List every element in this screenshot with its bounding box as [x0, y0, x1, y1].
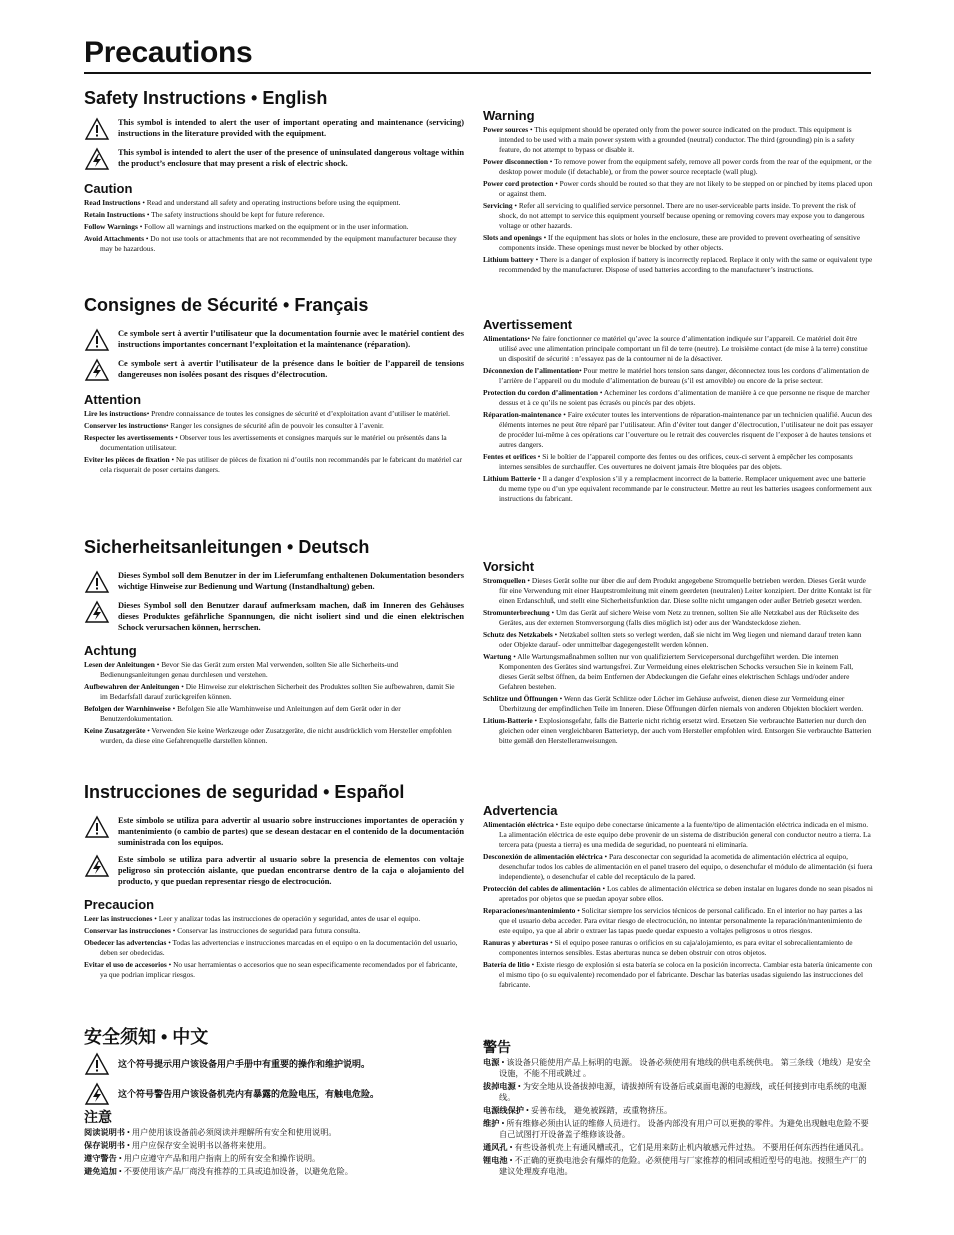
- french-heading: Consignes de Sécurité • Français: [84, 295, 369, 315]
- german-symbol-shock: [84, 600, 464, 633]
- french-symbol1-text: Ce symbole sert à avertir l’utilisateur que la documentation fournie avec le matériel contient des instructions importantes concernant l’exploitation et la maintenance (réparation).: [118, 329, 464, 349]
- list-item: Befolgen der Warnhinweise • Befolgen Sie alle Warnhinweise und Anleitungen auf dem Gerät oder in der Benutzerdokumentation.: [84, 704, 401, 723]
- list-item: Wartung • Alle Wartungsmaßnahmen sollten nur von qualifiziertem Servicepersonal durchgeführt werden. Die internen Komponenten des Gerätes sind wartungsfrei. Zur Vermeidung eines elektrischen Schocks versuchen Sie in keinem Fall, dieses Gerät selbst öffnen, da beim Entfernen der Abdeckungen die Gefahr eines elektrischen Schlags und/oder andere Gefahren bestehen.: [483, 652, 854, 691]
- list-item: Respecter les avertissements • Observer tous les avertissements et consignes marqués sur le matériel ou présentés dans la documentation utilisateur.: [84, 433, 447, 452]
- list-item: Fentes et orifices • Si le boîtier de l’appareil comporte des fentes ou des orifices, ceux-ci servent à empêcher les composants internes sensibles de surchauffer. Ces ouvertures ne doivent jamais être bloquées par des objets.: [483, 452, 853, 471]
- caution-triangle-icon: [84, 328, 110, 352]
- notes-list: [84, 1127, 464, 1177]
- list-item: 维护 • 所有维修必须由认证的维修人员进行。 设备内部没有用户可以更换的零件。为避免出现触电危险不要自己试图打开设备盖子维修该设备。: [483, 1119, 869, 1139]
- list-item: Evitar el uso de accesorios • No usar herramientas o accesorios que no sean especificamente recomendados por el fabricante, ya que podrian implicar riesgos.: [84, 960, 458, 979]
- caution-triangle-icon: [84, 570, 110, 594]
- list-item: Leer las instrucciones • Leer y analizar todas las instrucciones de operación y seguridad, antes de usar el equipo.: [84, 914, 421, 923]
- page-title: Precautions: [84, 36, 253, 69]
- caution-list: [84, 198, 464, 254]
- caution-heading: Caution: [84, 181, 133, 196]
- list-item: Stromunterbrechung • Um das Gerät auf sichere Weise vom Netz zu trennen, sollten Sie alle Netzkabel aus der Rückseite des Gerätes, aus der externen Stomversorgung (falls dies möglich ist) oder aus der Wandsteckdose ziehen.: [483, 608, 859, 627]
- french-symbol2-text: Ce symbole sert à avertir l’utilisateur de la présence dans le boîtier de l’appareil de tensions dangereuses non isolées posant des risques d’électrocution.: [118, 359, 464, 379]
- electric-shock-icon: [84, 600, 110, 624]
- section-warning-english: [483, 102, 873, 275]
- list-item: Eviter les pièces de fixation • Ne pas utiliser de pièces de fixation ni d’outils non recommandés par le fabricant du matériel car cela risquerait de poser certains dangers.: [84, 455, 463, 474]
- section-chinese: [84, 1026, 464, 1177]
- english-symbol-caution: [84, 117, 464, 141]
- list-item: Power sources • This equipment should be operated only from the power source indicated on the product. This equipment is intended to be used with a main power system with a grounded (neutral) conductor. The third (grounding) pin is a safety feature, do not attempt to bypass or disable it.: [483, 125, 855, 154]
- precaucion-list: [84, 914, 464, 980]
- spanish-symbol-caution: [84, 815, 464, 848]
- spanish-symbol1-text: Este símbolo se utiliza para advertir al usuario sobre instrucciones importantes de operación y mantenimiento (o cambio de partes) que se desean destacar en el contenido de la documentación suministrada con los equipos.: [118, 816, 464, 847]
- avertissement-list: [483, 334, 873, 504]
- caution-triangle-icon: [84, 1052, 110, 1076]
- warning-heading: Warning: [483, 108, 535, 123]
- list-item: Protection du cordon d’alimentation • Acheminer les cordons d’alimentation de manière à ce que personne ne risque de marcher dessus et à ce qu’ils ne soient pas écrasés ou pincés par des objets.: [483, 388, 870, 407]
- list-item: Power disconnection • To remove power from the equipment safely, remove all power cords from the rear of the equipment, or the desktop power module (if detachable), or from the power source receptacle (wall plug).: [483, 157, 872, 176]
- caution-triangle-icon: [84, 117, 110, 141]
- electric-shock-icon: [84, 854, 110, 878]
- vorsicht-heading: Vorsicht: [483, 559, 535, 574]
- chinese-warning-heading: 警告: [483, 1039, 511, 1055]
- list-item: Servicing • Refer all servicing to qualified service personnel. There are no user-serviceable parts inside. To prevent the risk of shock, do not attempt to service this equipment yourself because opening or removing covers may expose you to dangerous voltage or other hazards.: [483, 201, 865, 230]
- electric-shock-icon: [84, 358, 110, 382]
- list-item: 拔掉电源 • 为安全地从设备拔掉电源，请拔掉所有设备后或桌面电源的电源线，或任何接到市电系统的电源线。: [483, 1082, 867, 1102]
- list-item: 电源 • 该设备只能使用产品上标明的电源。 设备必须使用有地线的供电系统供电。 第三条线（地线）是安全设施，不能不用或跳过 。: [483, 1058, 871, 1078]
- list-item: Litium-Batterie • Explosionsgefahr, falls die Batterie nicht richtig ersetzt wird. Ersetzen Sie verbrauchte Batterien nur durch den gleichen oder einen vergleichbaren Batterietyp, der auch vom Hersteller empfohlen wird. Entsorgen Sie verbrauchte Batterien bitte gemäß den Herstelleranweisungen.: [483, 716, 872, 745]
- electric-shock-icon: [84, 1082, 110, 1106]
- list-item: Lithium Batterie • Il a danger d’explosion s’il y a remplacment incorrect de la batterie. Remplacer uniquement avec une batterie du meme type ou d’un ype equivalent recommande par le constructeur. Mettre au reut les batteries usagees conformement aux instructions du fabricant.: [483, 474, 872, 503]
- achtung-heading: Achtung: [84, 643, 137, 658]
- list-item: Conserver les instructions• Ranger les consignes de sécurité afin de pouvoir les consulter à l’avenir.: [84, 421, 384, 430]
- attention-list: [84, 409, 464, 475]
- spanish-heading: Instrucciones de seguridad • Español: [84, 782, 405, 802]
- list-item: Ranuras y aberturas • Si el equipo posee ranuras o orificios en su caja/alojamiento, es para evitar el sobrecalientamiento de componentes internos sensibles. Estas aberturas nunca se deben obstruir con otros objetos.: [483, 938, 853, 957]
- list-item: Keine Zusatzgeräte • Verwenden Sie keine Werkzeuge oder Zusatzgeräte, die nicht ausdrücklich vom Hersteller empfohlen wurden, da diese eine Gefahrenquelle darstellen können.: [84, 726, 452, 745]
- english-symbol2-text: This symbol is intended to alert the user of the presence of uninsulated dangerous voltage within the product’s enclosure that may present a risk of electric shock.: [118, 148, 464, 168]
- advertencia-list: [483, 820, 873, 990]
- english-heading: Safety Instructions • English: [84, 88, 328, 108]
- list-item: 避免追加 • 不要使用该产品厂商没有推荐的工具或追加设备，以避免危险。: [84, 1167, 353, 1176]
- list-item: 锂电池 • 不正确的更换电池会有爆炸的危险。必须使用与厂家推荐的相同或相近型号的电池。按照生产厂的建议处理废弃电池。: [483, 1156, 867, 1176]
- attention-heading: Attention: [84, 392, 142, 407]
- list-item: 保存说明书 • 用户应保存安全说明书以备将来使用。: [84, 1141, 272, 1150]
- list-item: Lithium battery • There is a danger of explosion if battery is incorrectly replaced. Replace it only with the same or equivalent type recommended by the manufacturer. Dispose of used batteries according to the manufacturer’s instructions.: [483, 255, 873, 274]
- list-item: Slots and openings • If the equipment has slots or holes in the enclosure, these are provided to prevent overheating of sensitive components inside. These openings must never be blocked by other objects.: [483, 233, 860, 252]
- list-item: Alimentations• Ne faire fonctionner ce matériel qu’avec la source d’alimentation indiquée sur l’appareil. Ce matériel doit être utilisé avec une alimentation principale comportant un fil de terre (neutre). Le troisième contact (de mise à la terre) constitue un dispositif de sécurité : n’essayez pas de la contourner ni de la désactiver.: [483, 334, 868, 363]
- list-item: Lesen der Anleitungen • Bevor Sie das Gerät zum ersten Mal verwenden, sollten Sie alle Sicherheits-und Bedienungsanleitungen genau durchlesen und verstehen.: [84, 660, 399, 679]
- german-heading: Sicherheitsanleitungen • Deutsch: [84, 537, 370, 557]
- list-item: Schutz des Netzkabels • Netzkabel sollten stets so verlegt werden, daß sie nicht im Weg liegen und niemand darauf treten kann oder Objekte darauf- oder unmittelbar dagegengestellt werden können.: [483, 630, 862, 649]
- warning-list: [483, 125, 873, 275]
- list-item: Conservar las instrucciones • Conservar las instrucciones de seguridad para futura consulta.: [84, 926, 361, 935]
- chinese-symbol2-text: 这个符号警告用户该设备机壳内有暴露的危险电压，有触电危险。: [118, 1088, 380, 1099]
- english-symbol1-text: This symbol is intended to alert the user of important operating and maintenance (servicing) instructions in the literature provided with the equipment.: [118, 118, 464, 138]
- list-item: Avoid Attachments • Do not use tools or attachments that are not recommended by the equipment manufacturer because they may be hazardous.: [84, 234, 457, 253]
- electric-shock-icon: [84, 147, 110, 171]
- chinese-heading: 安全须知 • 中文: [84, 1027, 209, 1047]
- french-symbol-shock: [84, 358, 464, 382]
- german-symbol2-text: Dieses Symbol soll den Benutzer darauf aufmerksam machen, daß im Inneren des Gehäuses dieses Produktes gefährliche Spannungen, die nicht isoliert sind und die einen elektrischen Schock verursachen können, herrschen.: [118, 601, 464, 632]
- list-item: Stromquellen • Dieses Gerät sollte nur über die auf dem Produkt angegebene Stromquelle betrieben werden. Dieses Gerät wurde für eine Verwendung mit einer Hauptstromleitung mit einem geerdeten (neutralen) Leiter konzipiert. Der dritte Kontakt ist für einen Erdanschluß, und stellt eine Sicherheitsfunktion dar. Diese sollte nicht umgangen oder außer Betrieb gesetzt werden.: [483, 576, 872, 605]
- list-item: Batería de litio • Existe riesgo de explosión si esta batería se coloca en la posición incorrecta. Cambiar esta batería únicamente con el mismo tipo (o su equivalente) recomendado por el fabricante. Deschar las baterías usadas siguiendo las instrucciones del fabricante.: [483, 960, 873, 989]
- section-warning-chinese: [483, 1034, 873, 1177]
- list-item: 通风孔 • 有些设备机壳上有通风槽或孔，它们是用来防止机内敏感元件过热。 不要用任何东西挡住通风孔。: [483, 1143, 869, 1152]
- section-german: [84, 536, 464, 746]
- spanish-symbol2-text: Este símbolo se utiliza para advertir al usuario sobre la presencia de elementos con voltaje peligroso sin protección aislante, que puedan encontrarse dentro de la caja o alojamiento del producto, y que puedan representar riesgo de electrocución.: [118, 855, 464, 886]
- german-symbol1-text: Dieses Symbol soll dem Benutzer in der im Lieferumfang enthaltenen Dokumentation besonders wichtige Hinweise zur Bedienung und Wartung (Instandhaltung) geben.: [118, 571, 464, 591]
- english-symbol-shock: [84, 147, 464, 171]
- list-item: Obedecer las advertencias • Todas las advertencias e instrucciones marcadas en el equipo o en la documentación del usuario, deben ser obedecidas.: [84, 938, 458, 957]
- list-item: Protección del cables de alimentación • Los cables de alimentación eléctrica se deben instalar en lugares donde no sean pisados ni apretados por objetos que se puedan apoyar sobre ellos.: [483, 884, 873, 903]
- title-rule: [84, 72, 871, 74]
- list-item: 电源线保护 • 妥善布线， 避免被踩踏，或重物挤压。: [483, 1106, 673, 1115]
- list-item: Desconexión de alimentación eléctrica • Para desconectar con seguridad la acometida de alimentación eléctrica al equipo, desenchufar todos los cables de alimentación en el panel trasero del equipo, o desenchufar el módulo de alimentación (si fuera independiente), o desenchufar el cable del receptáculo de la pared.: [483, 852, 873, 881]
- chinese-warning-list: [483, 1057, 873, 1177]
- list-item: 遵守警告 • 用户应遵守产品和用户指南上的所有安全和操作说明。: [84, 1154, 321, 1163]
- spanish-symbol-shock: [84, 854, 464, 887]
- german-symbol-caution: [84, 570, 464, 594]
- chinese-symbol-caution: [84, 1052, 464, 1076]
- section-spanish: [84, 781, 464, 980]
- list-item: Follow Warnings • Follow all warnings and instructions marked on the equipment or in the user information.: [84, 222, 409, 231]
- french-symbol-caution: [84, 328, 464, 352]
- achtung-list: [84, 660, 464, 746]
- avertissement-heading: Avertissement: [483, 317, 573, 332]
- list-item: Schlitze und Öffnungen • Wenn das Gerät Schlitze oder Löcher im Gehäuse aufweist, dienen diese zur Vermeidung einer Überhitzung der empfindlichen Teile im Inneren. Diese Öffnungen dürfen niemals von anderen Objekten blockiert werden.: [483, 694, 864, 713]
- list-item: Aufbewahren der Anleitungen • Die Hinweise zur elektrischen Sicherheit des Produktes sollten Sie aufbewahren, damit Sie im Bedarfsfall darauf zurückgreifen können.: [84, 682, 455, 701]
- list-item: Reparaciones/mantenimiento • Solicitar siempre los servicios técnicos de personal calificado. En el interior no hay partes a las que el usuario deba acceder. Para evitar riesgo de electrocución, no intentar personalmente la reparación/mantenimiento de este equipo, ya que al abrir o extraer las tapas puede quedar expuesto a voltajes peligrosos u otros riesgos.: [483, 906, 863, 935]
- section-vorsicht: [483, 553, 873, 746]
- list-item: Read Instructions • Read and understand all safety and operating instructions before using the equipment.: [84, 198, 401, 207]
- vorsicht-list: [483, 576, 873, 746]
- caution-triangle-icon: [84, 815, 110, 839]
- section-advertencia: [483, 797, 873, 990]
- list-item: Power cord protection • Power cords should be routed so that they are not likely to be stepped on or pinched by items placed upon or against them.: [483, 179, 873, 198]
- section-french: [84, 294, 464, 475]
- list-item: 阅读说明书 • 用户使用该设备前必须阅读并理解所有安全和使用说明。: [84, 1128, 337, 1137]
- list-item: Déconnexion de l’alimentation• Pour mettre le matériel hors tension sans danger, déconnectez tous les cordons d’alimentation de l’arrière de l’appareil ou du module d’alimentation de bureau (s’il est amovible) ou encore de la prise secteur.: [483, 366, 869, 385]
- section-avertissement: [483, 311, 873, 504]
- list-item: Lire les instructions• Prendre connaissance de toutes les consignes de sécurité et d’exploitation avant d’utiliser le matériel.: [84, 409, 450, 418]
- list-item: Alimentación eléctrica • Este equipo debe conectarse únicamente a la fuente/tipo de alimentación eléctrica indicada en el mismo. La alimentación eléctrica de este equipo debe provenir de un sistema de distribución general con conductor neutro a tierra. La tercera pata (puesta a tierra) es una medida de seguridad, no puenteará ni eliminaría.: [483, 820, 871, 849]
- notes-heading: 注意: [84, 1109, 112, 1125]
- chinese-symbol1-text: 这个符号提示用户该设备用户手册中有重要的操作和维护说明。: [118, 1058, 371, 1069]
- advertencia-heading: Advertencia: [483, 803, 558, 818]
- chinese-symbol-shock: [84, 1082, 464, 1106]
- precaucion-heading: Precaucion: [84, 897, 155, 912]
- list-item: Retain Instructions • The safety instructions should be kept for future reference.: [84, 210, 325, 219]
- section-english: [84, 87, 464, 254]
- list-item: Réparation-maintenance • Faire exécuter toutes les interventions de réparation-maintenance par un technicien qualifié. Aucun des éléments internes ne peut être réparé par l’utilisateur. Afin d’éviter tout danger d’électrocution, l’utilisateur ne doit pas essayer de procéder lui-même à ces opérations car l’ouverture ou le retrait des couvercles risquent de l’exposer à de hautes tensions et autres dangers.: [483, 410, 873, 449]
